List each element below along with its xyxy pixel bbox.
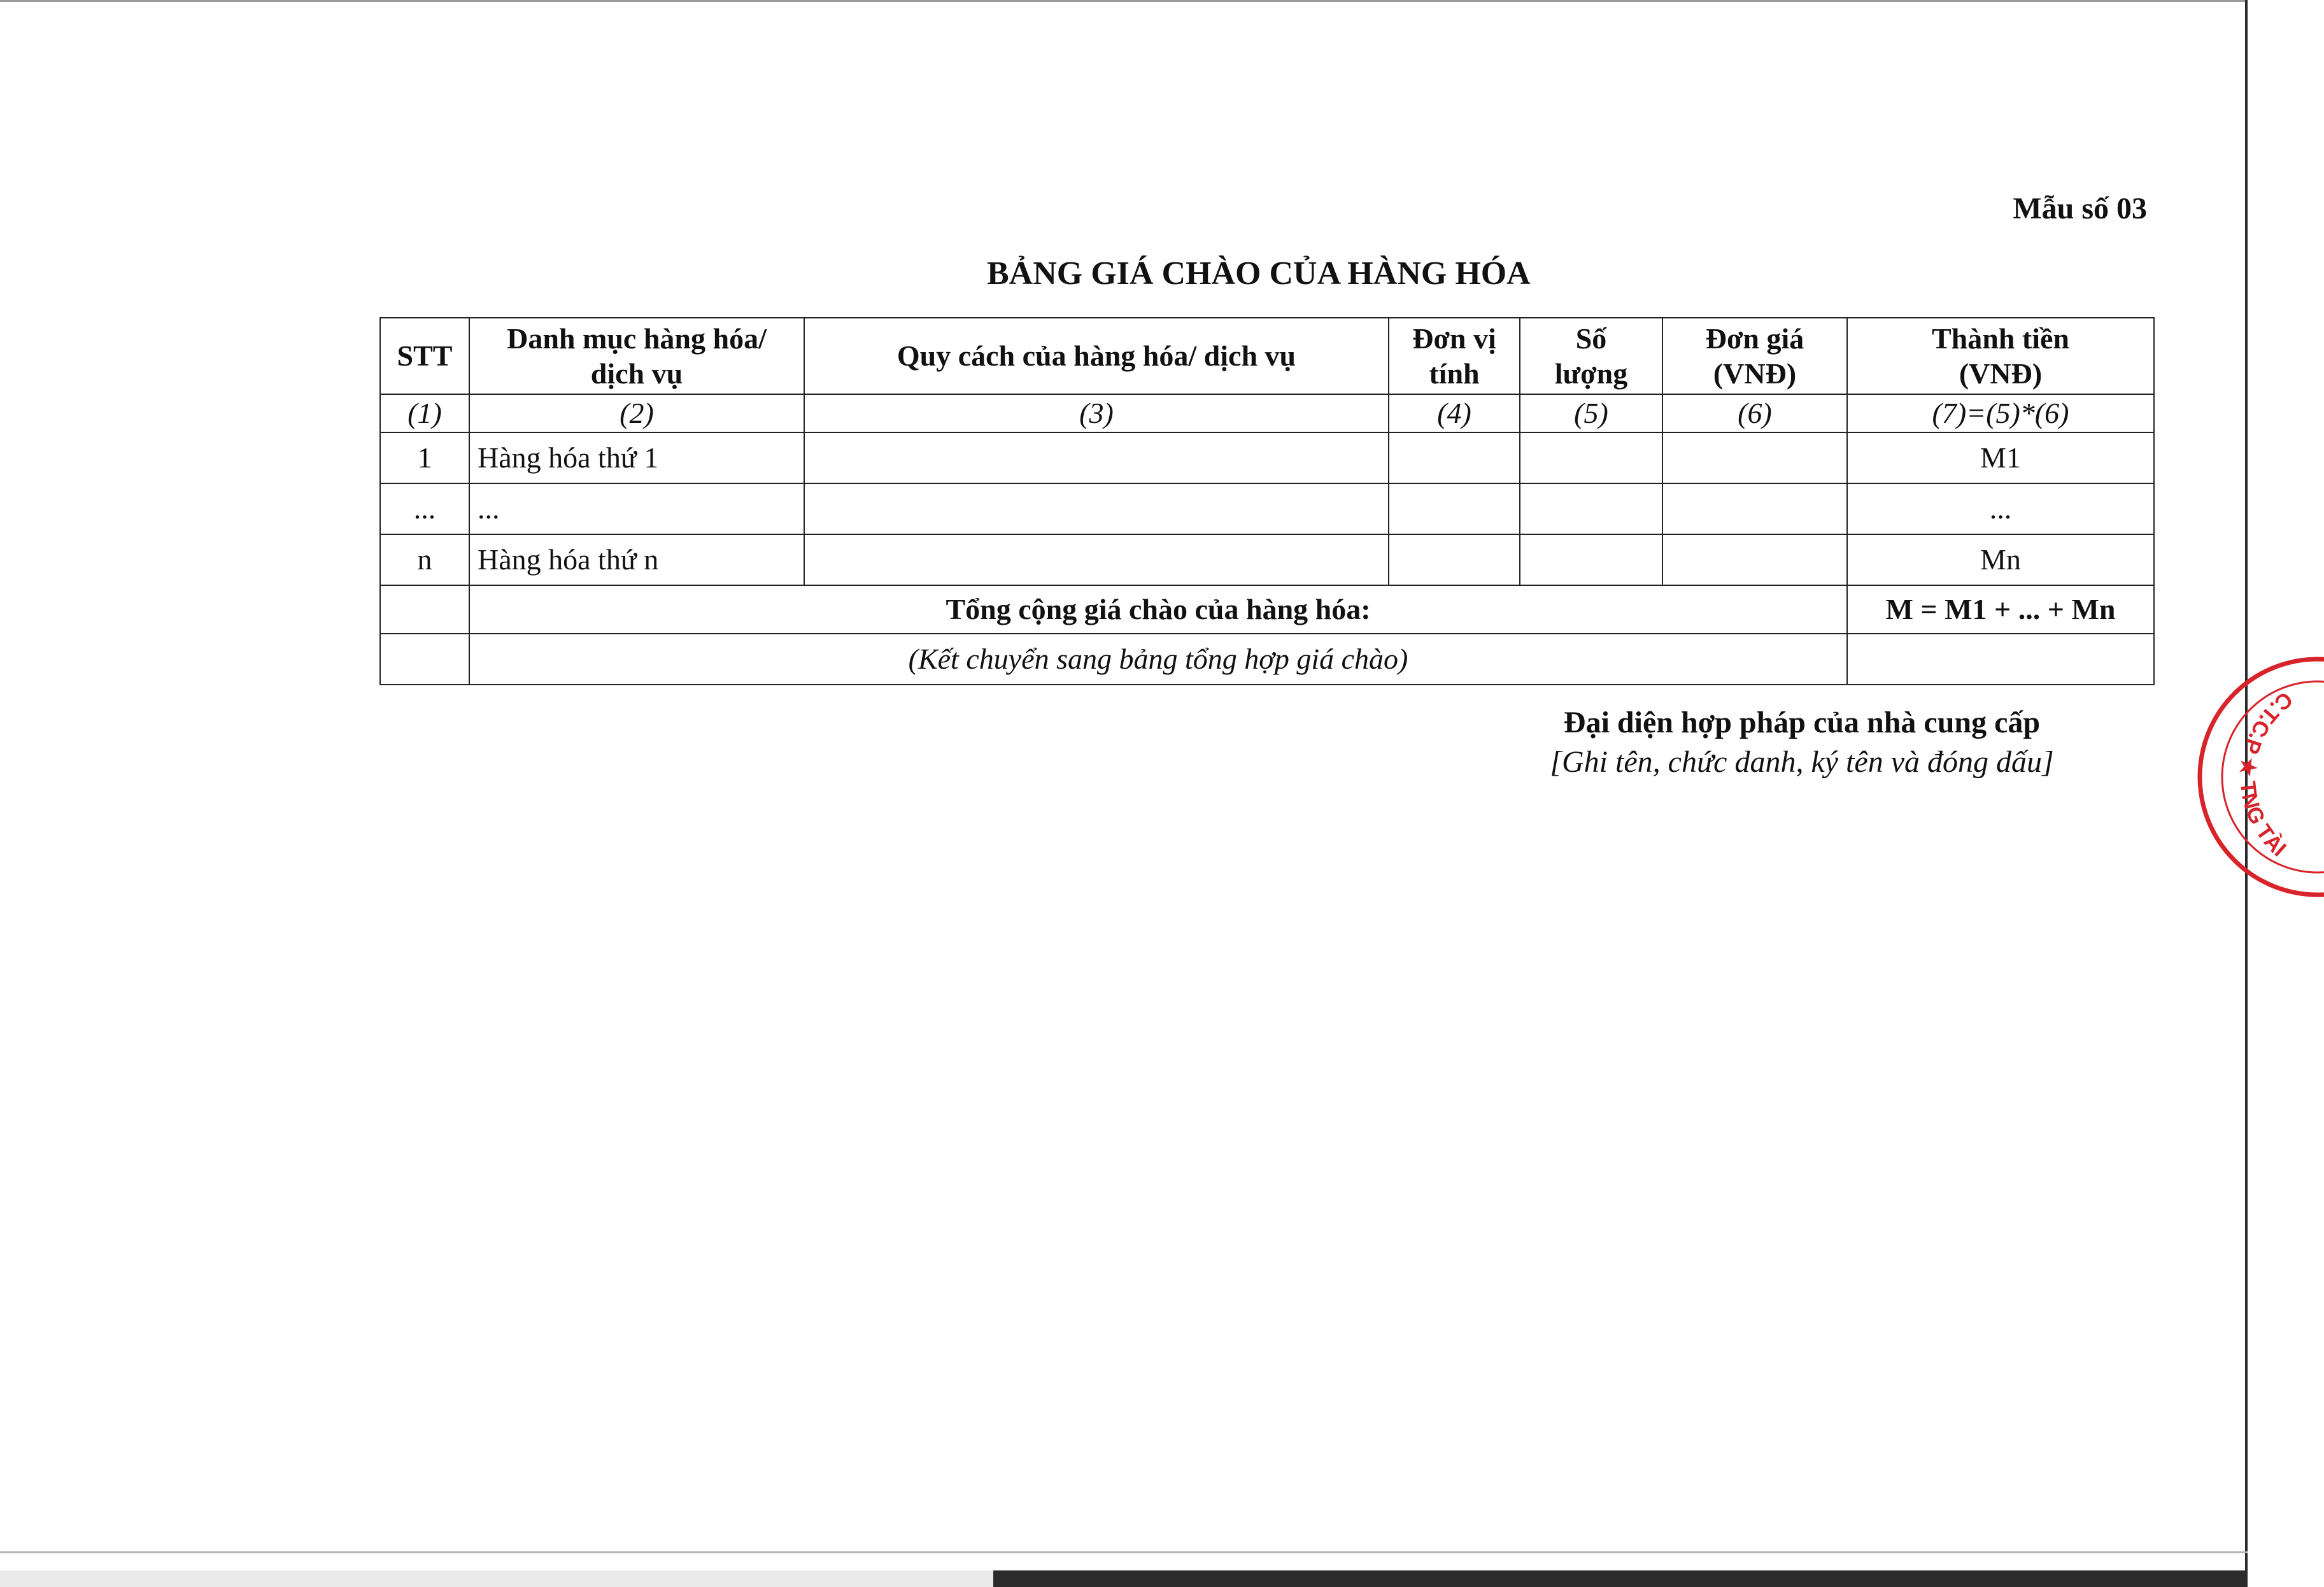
column-number: (3) bbox=[804, 394, 1389, 432]
column-number: (7)=(5)*(6) bbox=[1847, 394, 2154, 432]
table-row bbox=[380, 534, 2154, 585]
cell-stt: ... bbox=[380, 483, 469, 534]
carry-total-cell bbox=[1847, 634, 2154, 685]
company-seal bbox=[2190, 656, 2324, 898]
scan-top-edge bbox=[0, 0, 2248, 2]
form-number: Mẫu số 03 bbox=[2013, 192, 2147, 225]
cell-unit bbox=[1389, 483, 1520, 534]
cell-total: ... bbox=[1847, 483, 2154, 534]
header-spec: Quy cách của hàng hóa/ dịch vụ bbox=[804, 318, 1389, 394]
header-stt: STT bbox=[380, 318, 469, 394]
cell-unit bbox=[1389, 534, 1520, 585]
cell-name: ... bbox=[469, 483, 804, 534]
cell-total: Mn bbox=[1847, 534, 2154, 585]
signature-note: [Ghi tên, chức danh, ký tên và đóng dấu] bbox=[1550, 745, 2054, 779]
cell-unit-price bbox=[1662, 432, 1847, 483]
carry-row bbox=[380, 634, 2154, 685]
scan-bottom-dark-band bbox=[993, 1570, 2248, 1587]
column-number: (5) bbox=[1520, 394, 1662, 432]
header-total-line1: Thành tiền bbox=[1931, 322, 2070, 355]
carry-note: (Kết chuyển sang bảng tổng hợp giá chào) bbox=[469, 634, 1847, 685]
signature-block bbox=[1515, 703, 2088, 783]
seal-text-path: C.T.C.P ★ TNG TÀI bbox=[2235, 687, 2297, 862]
header-category-line1: Danh mục hàng hóa/ bbox=[507, 322, 767, 355]
column-number-row bbox=[380, 394, 2154, 432]
header-quantity-line1: Số bbox=[1575, 322, 1607, 355]
cell-total: M1 bbox=[1847, 432, 2154, 483]
header-row bbox=[380, 318, 2154, 394]
cell-unit bbox=[1389, 432, 1520, 483]
sum-value: M = M1 + ... + Mn bbox=[1847, 585, 2154, 634]
cell-spec bbox=[804, 432, 1389, 483]
cell-quantity bbox=[1520, 432, 1662, 483]
seal-outer-ring bbox=[2200, 659, 2324, 895]
document-title: BẢNG GIÁ CHÀO CỦA HÀNG HÓA bbox=[987, 255, 1531, 292]
cell-unit-price bbox=[1662, 483, 1847, 534]
header-unit-price-line1: Đơn giá bbox=[1705, 322, 1804, 355]
sum-row bbox=[380, 585, 2154, 634]
header-unit-price bbox=[1662, 318, 1847, 394]
column-number: (2) bbox=[469, 394, 804, 432]
scan-bottom-rule bbox=[0, 1551, 2248, 1553]
header-category-line2: dịch vụ bbox=[590, 357, 683, 390]
header-total-line2: (VNĐ) bbox=[1959, 357, 2043, 390]
cell-name: Hàng hóa thứ n bbox=[469, 534, 804, 585]
cell-quantity bbox=[1520, 483, 1662, 534]
table-row bbox=[380, 483, 2154, 534]
header-quantity-line2: lượng bbox=[1554, 357, 1628, 390]
cell-stt: 1 bbox=[380, 432, 469, 483]
scan-bottom-band bbox=[0, 1570, 2248, 1587]
sum-label: Tổng cộng giá chào của hàng hóa: bbox=[469, 585, 1847, 634]
seal-text bbox=[2235, 687, 2297, 861]
column-number: (6) bbox=[1662, 394, 1847, 432]
header-unit bbox=[1389, 318, 1520, 394]
column-number: (4) bbox=[1389, 394, 1520, 432]
header-unit-price-line2: (VNĐ) bbox=[1713, 357, 1797, 390]
cell-name: Hàng hóa thứ 1 bbox=[469, 432, 804, 483]
signature-title: Đại diện hợp pháp của nhà cung cấp bbox=[1563, 706, 2041, 739]
price-quote-table bbox=[379, 317, 2155, 685]
header-unit-line1: Đơn vị bbox=[1412, 322, 1496, 355]
header-quantity bbox=[1520, 318, 1662, 394]
column-number: (1) bbox=[380, 394, 469, 432]
sum-empty-cell bbox=[380, 585, 469, 634]
cell-spec bbox=[804, 534, 1389, 585]
header-category bbox=[469, 318, 804, 394]
cell-unit-price bbox=[1662, 534, 1847, 585]
header-total bbox=[1847, 318, 2154, 394]
cell-quantity bbox=[1520, 534, 1662, 585]
cell-spec bbox=[804, 483, 1389, 534]
carry-empty-cell bbox=[380, 634, 469, 685]
table-row bbox=[380, 432, 2154, 483]
cell-stt: n bbox=[380, 534, 469, 585]
header-unit-line2: tính bbox=[1429, 357, 1480, 390]
